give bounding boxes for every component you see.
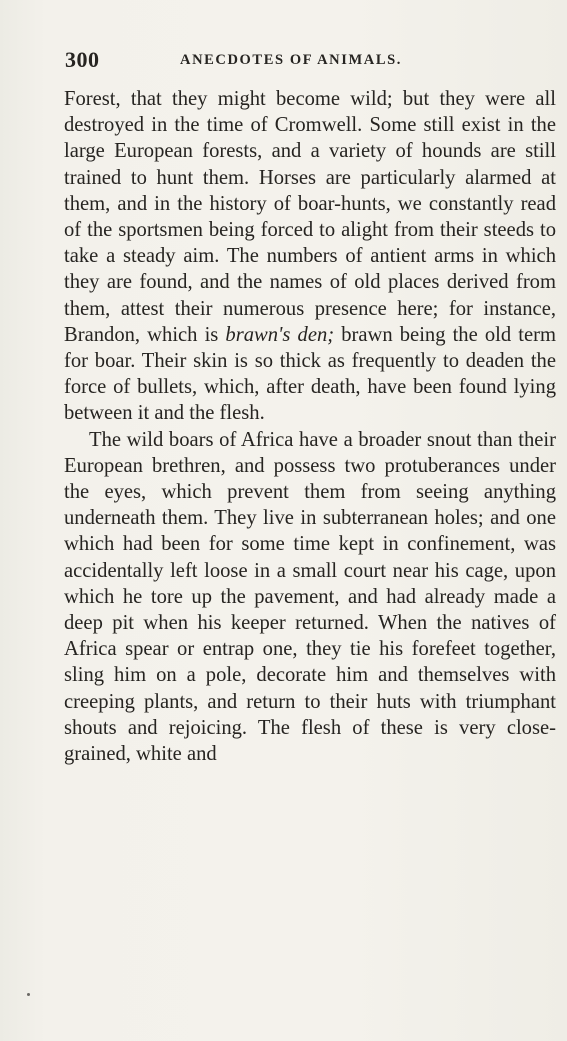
paragraph-1 xyxy=(64,86,556,427)
paragraph-1-text-b: brawn being the old term for boar. Their skin is so thick as frequently to deaden the force of bullets, which, after death, have been found lying between it and the flesh. xyxy=(64,323,556,425)
running-head: ANECDOTES OF ANIMALS. xyxy=(180,52,402,68)
paragraph-2: The wild boars of Africa have a broader snout than their European brethren, and possess two protuberances under the eyes, which prevent them from seeing anything underneath them. They live in subterranean holes; and one which had been for some time kept in confinement, was accidentally left loose in a small court near his cage, upon which he tore up the pavement, and had already made a deep pit when his keeper returned. When the natives of Africa spear or entrap one, they tie his forefeet together, sling him on a pole, decorate him and themselves with creeping plants, and return to their huts with triumphant shouts and rejoicing. The flesh of these is very close-grained, white and xyxy=(64,428,556,766)
ink-speck xyxy=(27,993,30,996)
page-header xyxy=(65,47,545,73)
paragraph-1-italic: brawn's den; xyxy=(225,323,335,346)
body-text xyxy=(64,86,556,767)
page-number: 300 xyxy=(65,47,100,72)
paragraph-1-text-a: Forest, that they might become wild; but they were all destroyed in the time of Cromwell. Some still exist in the large European forests, and a variety of hounds are still trained to hunt them. Horses are particularly alarmed at them, and in the history of boar-hunts, we constantly read of the sportsmen being forced to alight from their steeds to take a steady aim. The numbers of antient arms in which they are found, and the names of old places derived from them, attest their numerous presence here; for instance, Brandon, which is xyxy=(64,88,556,346)
